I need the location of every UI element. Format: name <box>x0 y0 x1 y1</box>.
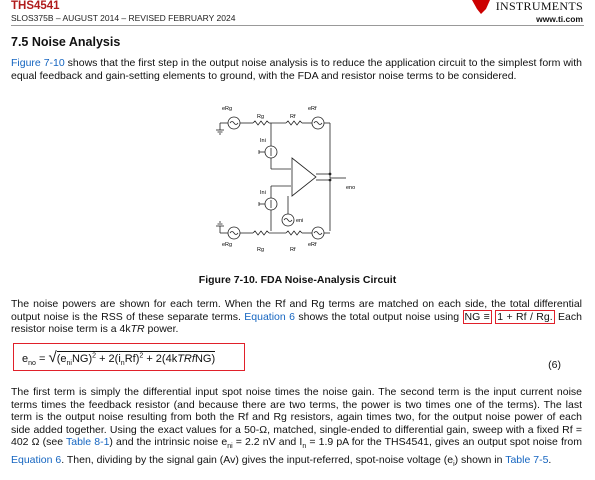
label-ini-bottom: Ini <box>260 190 266 196</box>
website-url[interactable]: www.ti.com <box>536 14 583 24</box>
noise-analysis-circuit <box>208 96 388 261</box>
label-rg-bottom: Rg <box>257 247 265 253</box>
figure-link[interactable]: Figure 7-10 <box>11 57 65 69</box>
equation-6-link[interactable]: Equation 6 <box>11 453 62 466</box>
label-erf-top: eRf <box>308 106 317 112</box>
label-erf-bottom: eRf <box>308 242 317 248</box>
equation-6: $e_{no} = √(e_{ni}NG)^2 + 2(i_nRf)^2$ + 2(4kTRfNG) <box>22 349 216 368</box>
document-revision: SLOS375B – AUGUST 2014 – REVISED FEBRUARY 2024 <box>11 13 236 23</box>
label-rf-bottom: Rf <box>290 247 296 253</box>
label-ini-top: Ini <box>260 138 266 144</box>
ti-logo-icon <box>470 0 492 14</box>
page-header-right <box>470 0 583 25</box>
section-title: 7.5 Noise Analysis <box>11 35 121 49</box>
label-erg-bottom: eRg <box>222 242 233 248</box>
equation-link[interactable]: Equation 6 <box>244 310 295 323</box>
table-7-5-link[interactable]: Table 7-5 <box>505 453 549 466</box>
label-rf-top: Rf <box>290 114 296 120</box>
paragraph-explanation: The first term is simply the differential input spot noise times the noise gain. The second term is the input current noise terms times the feedback resistor (and because there are two terms, the power is two times one of the terms). The last term is the output noise resulting from both the Rf and Rg resistors, again times two, for the output noise power of each side added together. Using the exact values for a 50-Ω, matched, single-ended to differential gain, sweep with a fixed Rf = 402 Ω (see Table 8-1) and the intrinsic noise $e_{ni} = 2.2$ nV and $I_n = 1.9$ pA for the THS4541, gives an output spot noise from Equation 6. Then, dividing by the signal gain (Av) gives the input-referred, spot-noise voltage $(e_i)$ shown in Table 7-5. <box>11 386 583 468</box>
paragraph-noise-powers: The noise powers are shown for each term. When the Rf and Rg terms are matched on each side, the total differential output noise is the RSS of these separate terms. Equation 6 shows the total output noise using NG ≡ 1 + Rf / Rg. Each resistor noise term is a 4kTR power. <box>11 298 582 335</box>
highlight-ng-def-1: NG ≡ <box>464 310 490 323</box>
figure-caption: Figure 7-10. FDA Noise-Analysis Circuit <box>198 274 397 286</box>
equation-number: (6) <box>548 359 561 371</box>
label-eno: eno <box>346 185 356 191</box>
sqrt-icon: √ <box>48 349 57 366</box>
page-header-left <box>11 0 235 24</box>
label-erg-top: eRg <box>222 106 233 112</box>
label-rg-top: Rg <box>257 114 265 120</box>
paragraph-intro: Figure 7-10 shows that the first step in the output noise analysis is to reduce the application circuit to the simplest form with equal feedback and gain-setting elements to ground, with the FDA and resistor noise terms to be considered. <box>11 57 583 82</box>
brand-name: INSTRUMENTS <box>495 0 583 13</box>
highlight-ng-def-2: 1 + Rf / Rg. <box>497 310 553 323</box>
header-divider <box>11 25 584 26</box>
label-eni: eni <box>296 218 304 224</box>
table-8-1-link[interactable]: Table 8-1 <box>66 436 110 448</box>
document-title: THS4541 <box>11 0 60 12</box>
